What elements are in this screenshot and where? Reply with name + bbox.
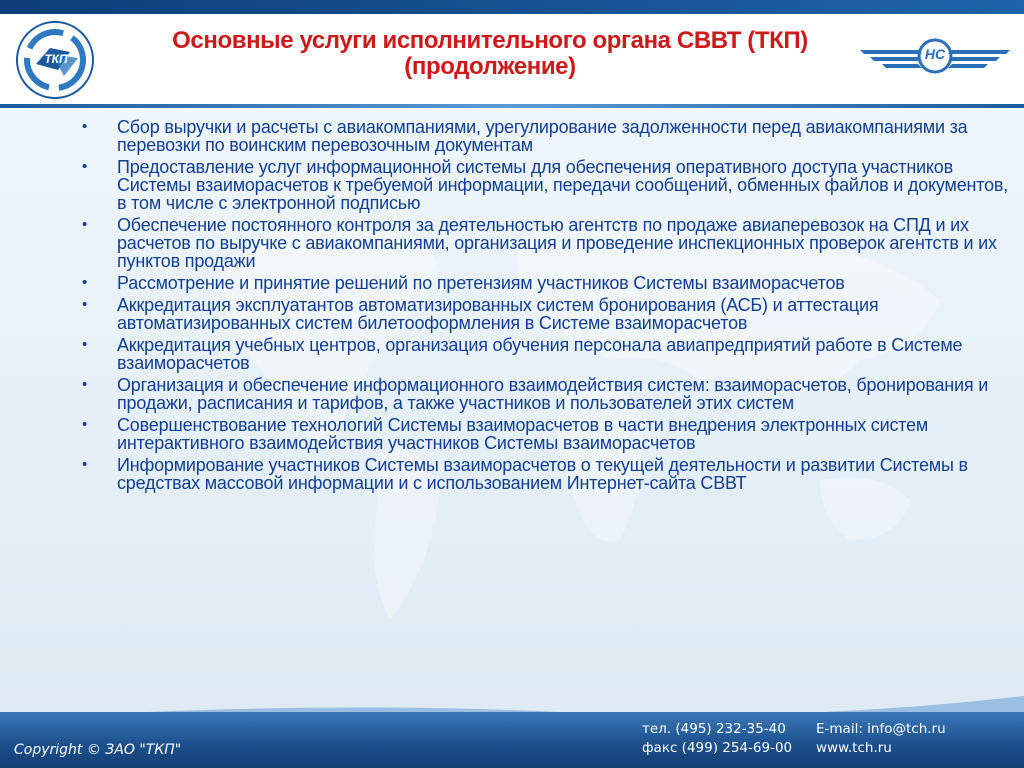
list-item — [80, 158, 1010, 212]
list-item-text: Организация и обеспечение информационного взаимодействия систем: взаиморасчетов, бронирования и продажи, расписания и тарифов, а также участников и пользователей этих систем — [117, 375, 989, 413]
top-bar — [0, 0, 1024, 14]
website-link[interactable]: www.tch.ru — [816, 740, 892, 756]
phone-text: тел. (495) 232-35-40 — [642, 721, 786, 737]
list-item-text: Совершенствование технологий Системы взаиморасчетов в части внедрения электронных систем интерактивного взаимодействия участников Системы взаиморасчетов — [117, 415, 929, 453]
list-item — [80, 274, 1010, 292]
list-item-text: Обеспечение постоянного контроля за деятельностью агентств по продаже авиаперевозок на СПД и их расчетов по выручке с авиакомпаниями, организация и проведение инспекционных проверок агентств и их пунктов продажи — [117, 215, 997, 271]
contacts — [642, 720, 946, 758]
bullet-icon: • — [82, 456, 88, 473]
list-item-text: Предоставление услуг информационной системы для обеспечения оперативного доступа участников Системы взаиморасчетов к требуемой информации, передачи сообщений, обменных файлов и документов, в том числе с электронной подписью — [117, 157, 1009, 213]
fax-text: факс (499) 254-69-00 — [642, 740, 793, 756]
list-item-text: Сбор выручки и расчеты с авиакомпаниями, урегулирование задолженности перед авиакомпаниями за перевозки по воинским перевозочным документам — [117, 117, 968, 155]
title-line-1: Основные услуги исполнительного органа СВВТ (ТКП) — [172, 27, 808, 54]
bullet-icon: • — [82, 416, 88, 433]
list-item — [80, 296, 1010, 332]
tkp-logo-text: ТКП — [44, 52, 68, 66]
bullet-icon: • — [82, 274, 88, 291]
list-item-text: Рассмотрение и принятие решений по претензиям участников Системы взаиморасчетов — [117, 273, 845, 293]
copyright-text: Copyright © ЗАО "ТКП" — [14, 742, 182, 758]
bullet-icon: • — [82, 118, 88, 135]
bullet-icon: • — [82, 216, 88, 233]
list-item — [80, 456, 1010, 492]
bullet-icon: • — [82, 296, 88, 313]
list-item — [80, 118, 1010, 154]
bullet-icon: • — [82, 158, 88, 175]
list-item — [80, 336, 1010, 372]
list-item-text: Аккредитация эксплуатантов автоматизированных систем бронирования (АСБ) и аттестация автоматизированных систем билетооформления в Системе взаиморасчетов — [117, 295, 879, 333]
list-item-text: Аккредитация учебных центров, организация обучения персонала авиапредприятий работе в Системе взаиморасчетов — [117, 335, 963, 373]
list-item — [80, 416, 1010, 452]
list-item-text: Информирование участников Системы взаиморасчетов о текущей деятельности и развитии Системы в средствах массовой информации и с использованием Интернет-сайта СВВТ — [117, 455, 968, 493]
email-link[interactable]: E-mail: info@tch.ru — [816, 721, 946, 737]
bullet-icon: • — [82, 336, 88, 353]
ns-logo-text: НС — [924, 46, 946, 62]
bullet-icon: • — [82, 376, 88, 393]
header-divider — [0, 104, 1024, 108]
list-item — [80, 216, 1010, 270]
services-list — [80, 118, 1010, 496]
title-line-2: (продолжение) — [404, 53, 576, 80]
list-item — [80, 376, 1010, 412]
page-title — [120, 28, 860, 80]
